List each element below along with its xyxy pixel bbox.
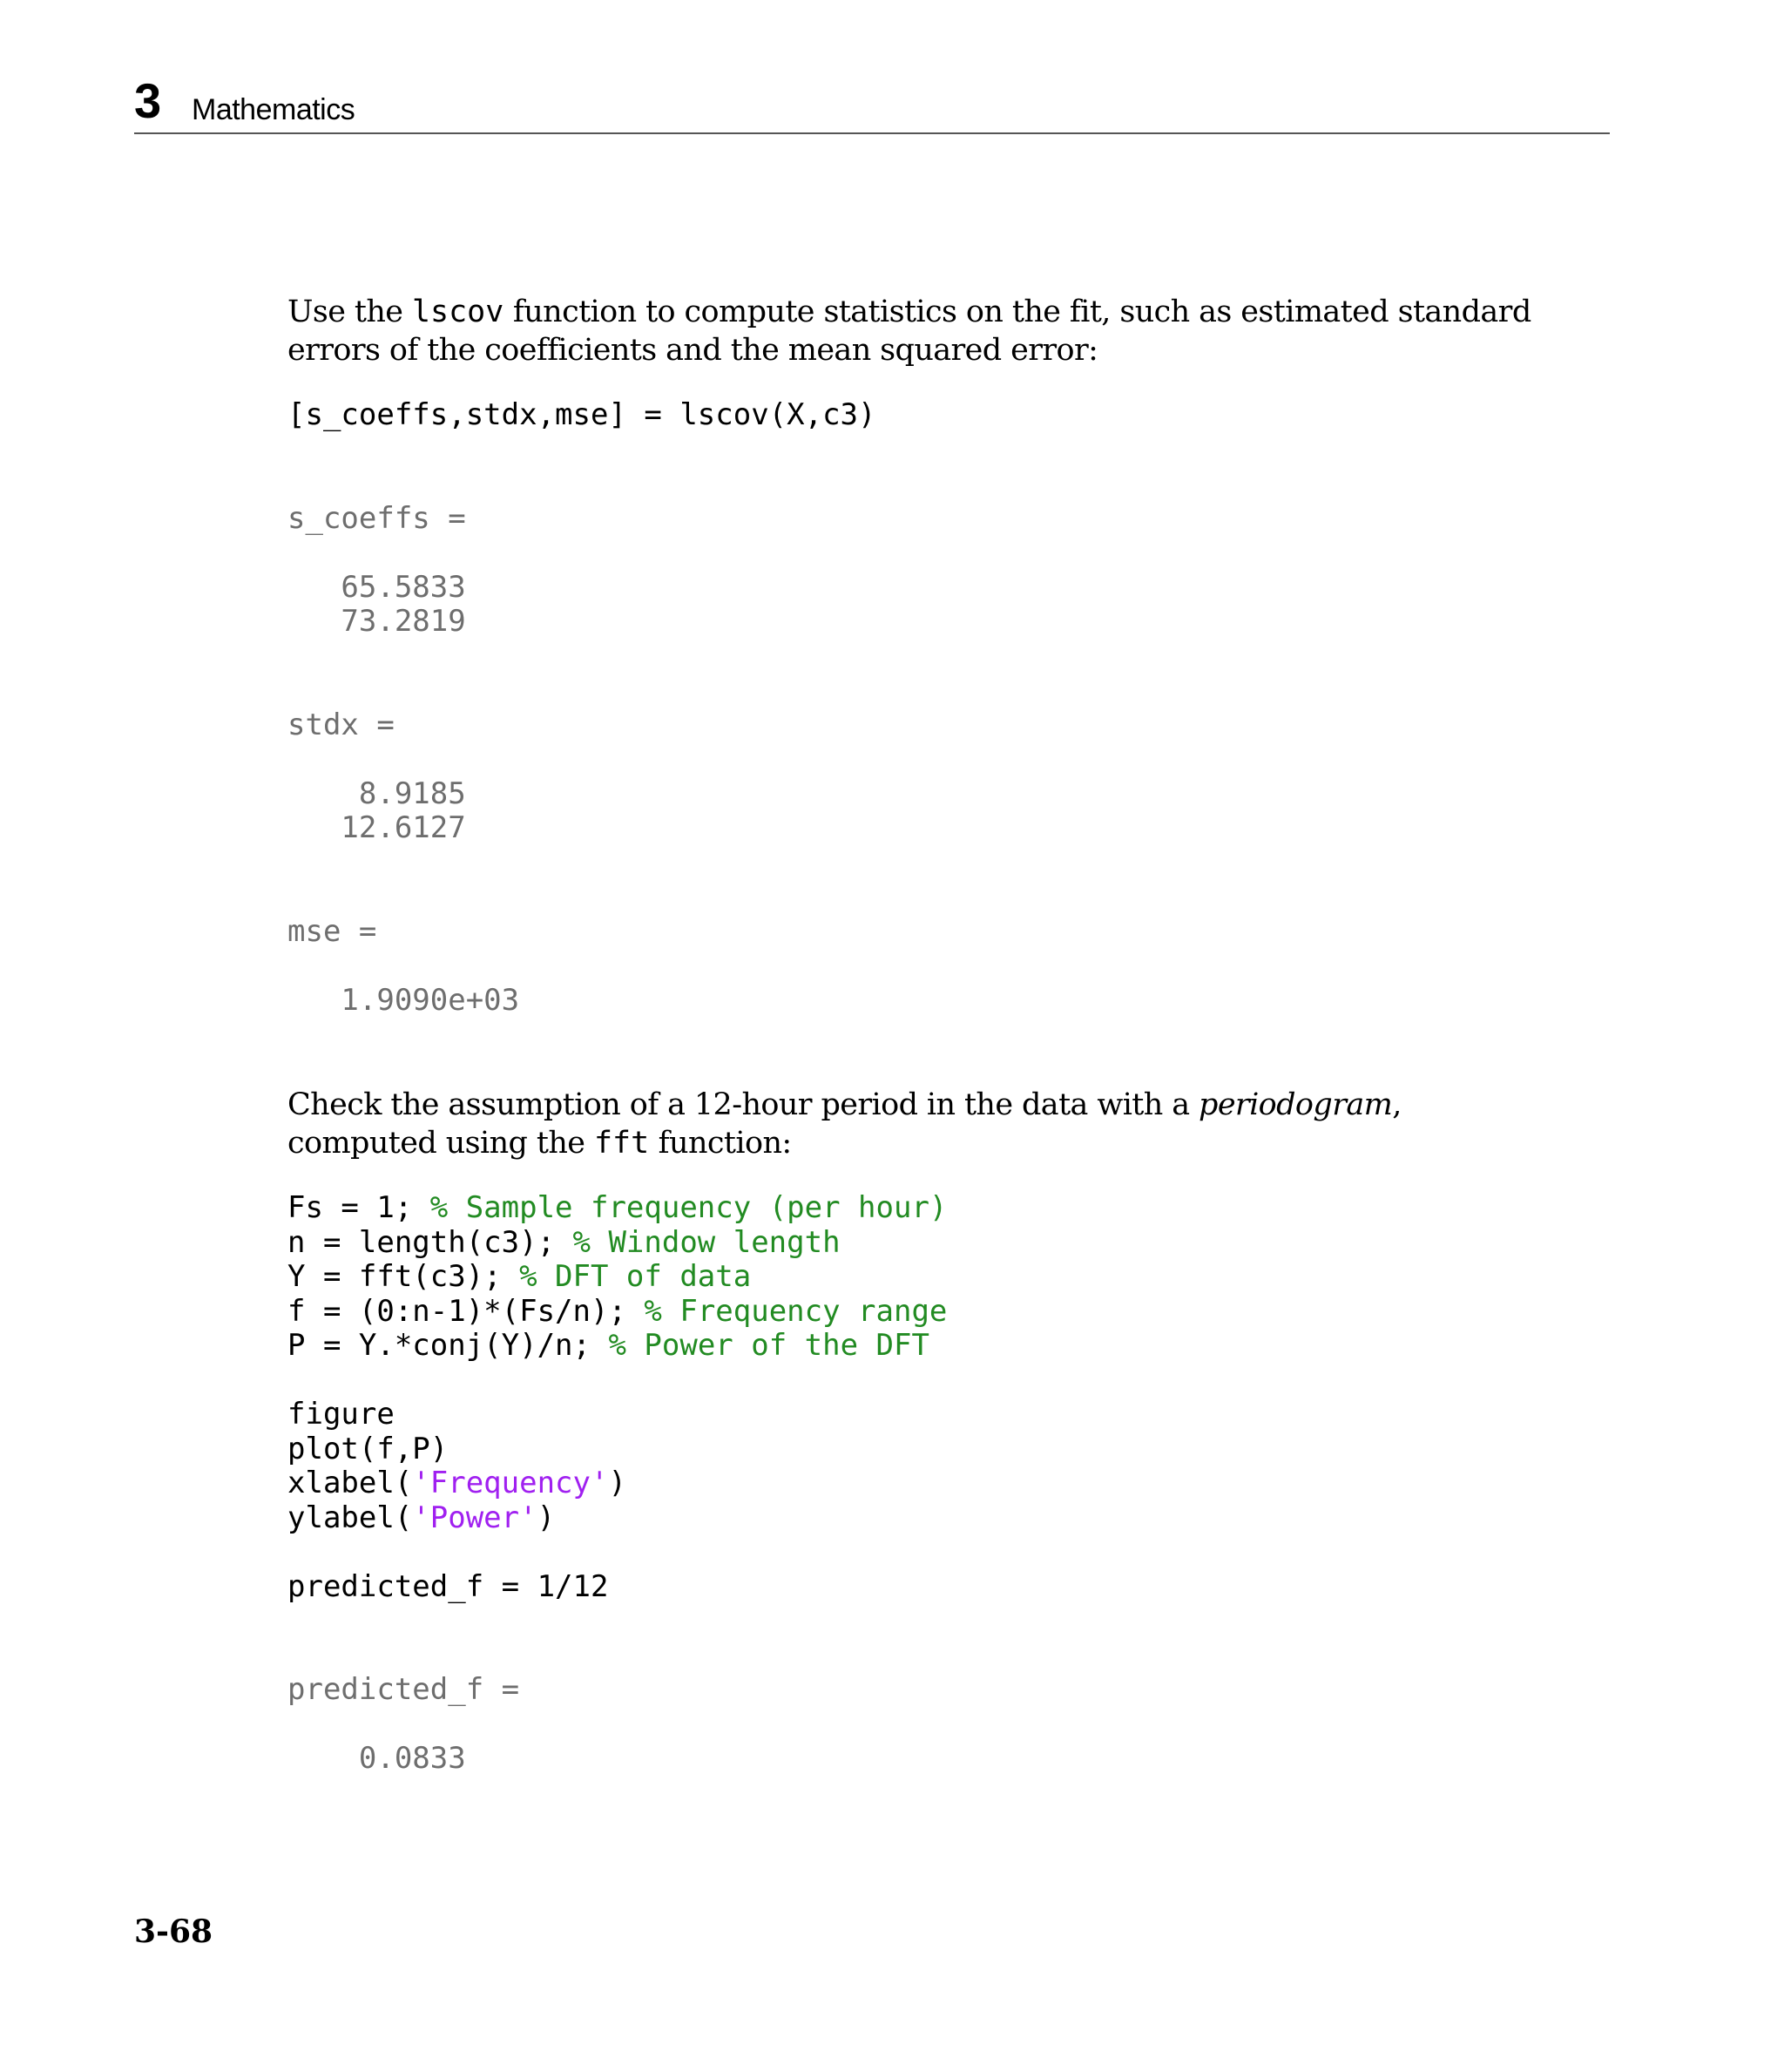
code-block-lscov — [287, 398, 1542, 433]
code-comment: % Frequency range — [644, 1293, 948, 1329]
output-line: predicted_f = — [287, 1672, 520, 1707]
code-text: xlabel( — [287, 1466, 413, 1500]
code-comment: % Sample frequency (per hour) — [429, 1190, 948, 1225]
output-line: 0.0833 — [287, 1741, 466, 1776]
page-number: 3-68 — [134, 1913, 213, 1950]
emphasis-periodogram: periodogram — [1199, 1087, 1393, 1122]
intro-paragraph — [287, 293, 1542, 369]
code-string: 'Power' — [412, 1500, 537, 1535]
output-block-lscov — [287, 502, 1542, 1019]
output-line: 1.9090e+03 — [287, 982, 520, 1018]
text-segment: Check the assumption of a 12-hour period in the data with a — [287, 1087, 1199, 1122]
code-text: f = (0:n-1)*(Fs/n); — [287, 1293, 645, 1329]
code-text: ) — [608, 1466, 626, 1500]
text-segment: Use the — [287, 295, 412, 329]
code-text: ) — [537, 1500, 556, 1535]
code-text: plot(f,P) — [287, 1431, 449, 1466]
code-text: ylabel( — [287, 1500, 413, 1535]
code-text: n = length(c3); — [287, 1224, 573, 1260]
periodogram-paragraph — [287, 1086, 1542, 1162]
output-line: 12.6127 — [287, 810, 466, 845]
code-text: Y = fft(c3); — [287, 1259, 520, 1294]
text-segment: function to compute statistics on the fit, such as estimated standard errors of the coefficients and the mean squared error: — [287, 295, 1531, 368]
output-block-predicted — [287, 1673, 1542, 1777]
code-text: Fs = 1; — [287, 1190, 430, 1225]
code-block-fft — [287, 1191, 1542, 1604]
code-comment: % DFT of data — [519, 1259, 752, 1294]
text-segment: function: — [649, 1126, 792, 1161]
output-line: mse = — [287, 913, 377, 949]
chapter-number: 3 — [134, 73, 162, 128]
code-comment: % Window length — [572, 1224, 841, 1260]
code-text: figure — [287, 1397, 395, 1432]
code-text: predicted_f = 1/12 — [287, 1568, 609, 1604]
text-segment: , computed using the — [287, 1087, 1402, 1161]
code-string: 'Frequency' — [412, 1466, 609, 1500]
inline-code-fft: fft — [593, 1126, 650, 1161]
chapter-title: Mathematics — [192, 93, 355, 126]
page-header — [134, 73, 1610, 134]
code-line: [s_coeffs,stdx,mse] = lscov(X,c3) — [287, 397, 876, 432]
code-comment: % Power of the DFT — [608, 1328, 929, 1363]
output-line: 8.9185 — [287, 775, 466, 811]
output-line: stdx = — [287, 707, 395, 742]
inline-code-lscov: lscov — [411, 295, 504, 329]
code-text: P = Y.*conj(Y)/n; — [287, 1328, 609, 1363]
output-line: s_coeffs = — [287, 500, 466, 536]
page-content — [287, 293, 1542, 1777]
output-line: 65.5833 — [287, 569, 466, 605]
output-line: 73.2819 — [287, 604, 466, 639]
